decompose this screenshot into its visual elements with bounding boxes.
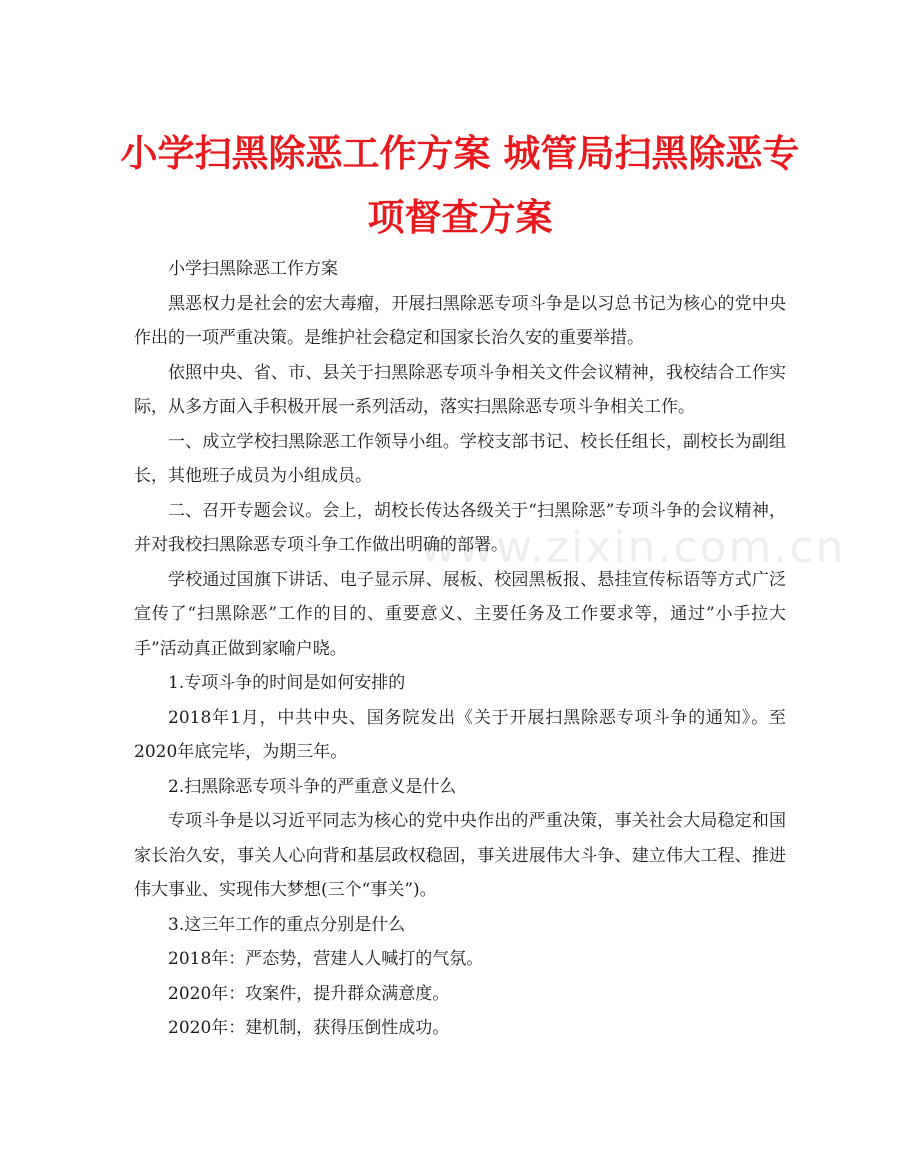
title-line-1: 小学扫黑除恶工作方案 城管局扫黑除恶专 — [120, 132, 800, 175]
paragraph: 一、成立学校扫黑除恶工作领导小组。学校支部书记、校长任组长，副校长为副组长，其他班子成员为小组成员。 — [134, 431, 786, 486]
question-heading: 2.扫黑除恶专项斗争的严重意义是什么 — [168, 776, 457, 797]
watermark: www.zixin.com.cn — [420, 522, 846, 573]
question-heading: 1.专项斗争的时间是如何安排的 — [168, 673, 406, 693]
paragraph: 依照中央、省、市、县关于扫黑除恶专项斗争相关文件会议精神，我校结合工作实际，从多方面入手积极开展一系列活动，落实扫黑除恶专项斗争相关工作。 — [134, 362, 786, 417]
question-heading: 3.这三年工作的重点分别是什么 — [168, 914, 406, 935]
paragraph: 专项斗争是以习近平同志为核心的党中央作出的严重决策，事关社会大局稳定和国家长治久安，事关人心向背和基层政权稳固，事关进展伟大斗争、建立伟大工程、推进伟大事业、实现伟大梦想(三个“事关”)。 — [134, 811, 786, 900]
paragraph: 二、召开专题会议。会上，胡校长传达各级关于“扫黑除恶”专项斗争的会议精神，并对我校扫黑除恶专项斗争工作做出明确的部署。 — [134, 500, 786, 555]
document-title — [120, 122, 800, 250]
paragraph: 学校通过国旗下讲话、电子显示屏、展板、校园黑板报、悬挂宣传标语等方式广泛宣传了“扫黑除恶”工作的目的、重要意义、主要任务及工作要求等，通过”小手拉大手”活动真正做到家喻户晓。 — [134, 569, 786, 659]
title-line-2: 项督查方案 — [367, 196, 553, 239]
paragraph: 2018年：严态势，营建人人喊打的气氛。 — [168, 949, 484, 969]
paragraph-heading: 小学扫黑除恶工作方案 — [168, 259, 338, 279]
paragraph: 2018年1月，中共中央、国务院发出《关于开展扫黑除恶专项斗争的通知》。至2020年底完毕，为期三年。 — [134, 707, 786, 762]
paragraph: 2020年：建机制，获得压倒性成功。 — [168, 1018, 450, 1038]
paragraph: 2020年：攻案件，提升群众满意度。 — [168, 983, 450, 1004]
document-body — [134, 252, 786, 1046]
paragraph: 黑恶权力是社会的宏大毒瘤，开展扫黑除恶专项斗争是以习总书记为核心的党中央作出的一项严重决策。是维护社会稳定和国家长治久安的重要举措。 — [134, 293, 786, 348]
